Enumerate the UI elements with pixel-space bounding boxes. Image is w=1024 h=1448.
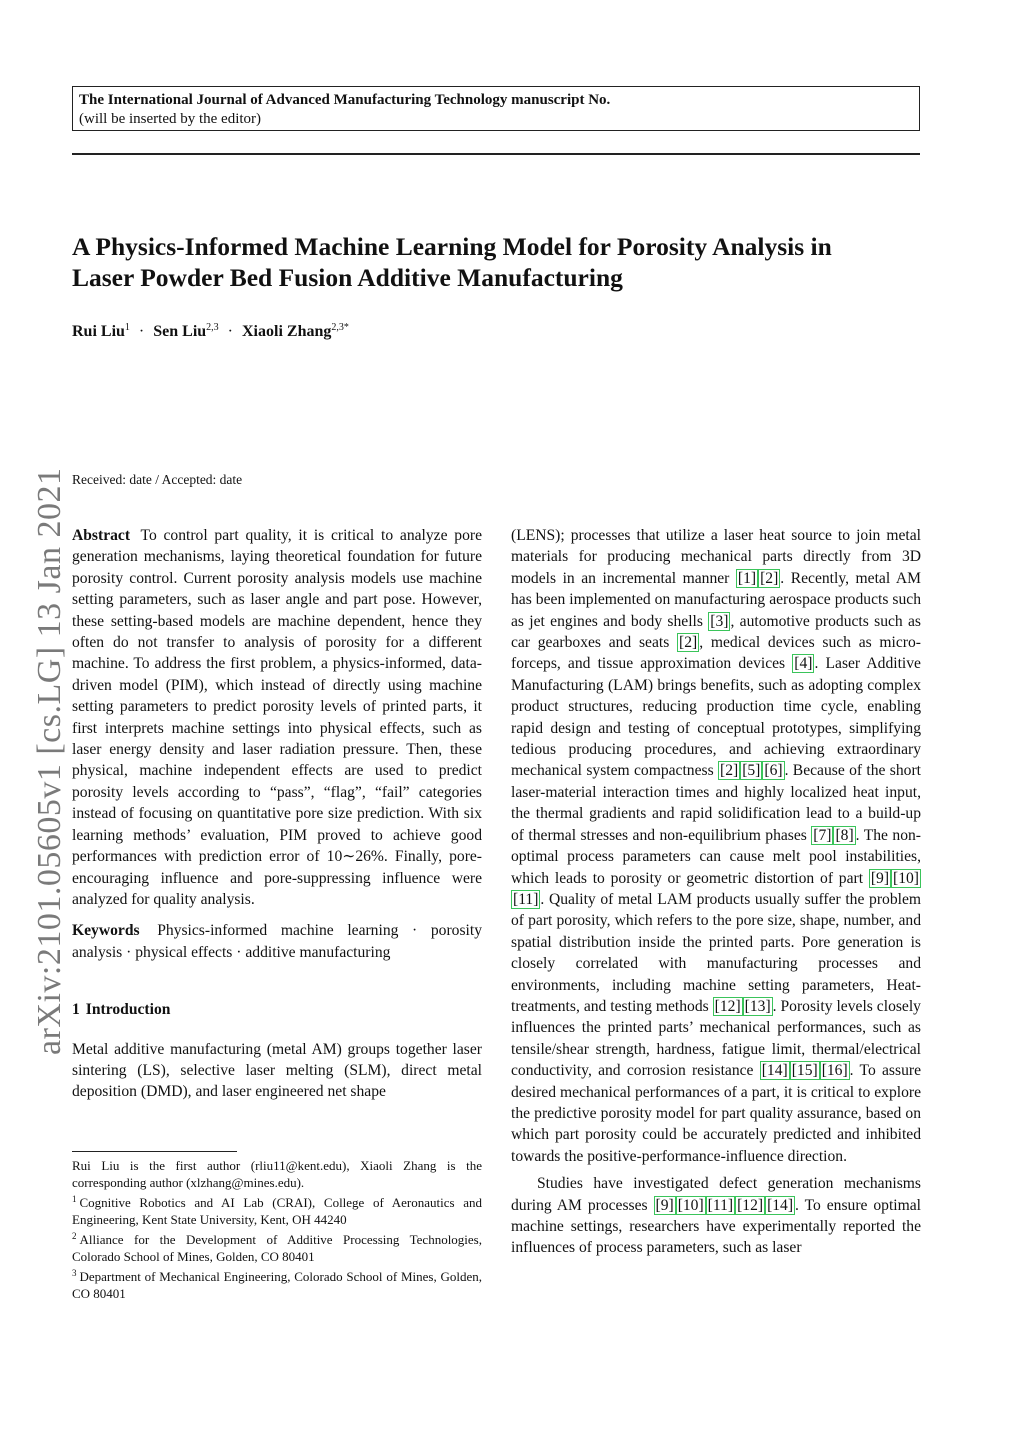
author-separator: · bbox=[138, 323, 145, 340]
citation-link[interactable]: [1] bbox=[737, 569, 757, 587]
author-separator: · bbox=[227, 323, 233, 340]
footnote-affiliation-3: $^3$ Department of Mechanical Engineering, Colorado School of Mines, Golden, CO 80401 bbox=[72, 1268, 482, 1301]
citation-link[interactable]: [9] bbox=[655, 1196, 674, 1214]
keywords-text: Physics-informed machine learning · porosity analysis · physical effects · additive manufacturing bbox=[72, 922, 482, 961]
citation-link[interactable]: [5] bbox=[742, 762, 761, 780]
intro-paragraph-right-2: Studies have investigated defect generation mechanisms during AM processes [9] [10] [11] [12] [14] . To ensure optimal machine settings, researchers have experimentally reported the influences of process parameters, such as laser bbox=[511, 1175, 921, 1257]
received-date: Received: date / Accepted: date bbox=[72, 472, 243, 487]
journal-title: The International Journal of Advanced Manufacturing Technology manuscript No. bbox=[79, 92, 611, 108]
citation-link[interactable]: [9] bbox=[870, 869, 890, 887]
section-number: 1 bbox=[72, 1001, 80, 1019]
citation-link[interactable]: [4] bbox=[794, 655, 813, 673]
footnote-corresponding: Rui Liu is the first author (rliu11@kent.edu), Xiaoli Zhang is the corresponding author (xlzhang@mines.edu). bbox=[72, 1158, 482, 1190]
citation-link[interactable]: [10] bbox=[893, 869, 919, 887]
citation-link[interactable]: [7] bbox=[813, 826, 832, 844]
author-list bbox=[72, 322, 349, 341]
footnotes bbox=[72, 1157, 482, 1302]
citation-link[interactable]: [11] bbox=[513, 890, 539, 908]
journal-subtitle: (will be inserted by the editor) bbox=[79, 111, 262, 127]
footnote-affiliation-2: $^2$ Alliance for the Development of Additive Processing Technologies, Colorado School of Mines, Golden, CO 80401 bbox=[72, 1231, 482, 1264]
citation-link[interactable]: [10] bbox=[677, 1196, 704, 1214]
citation-link[interactable]: [11] bbox=[707, 1196, 734, 1214]
citation-link[interactable]: [15] bbox=[791, 1062, 818, 1080]
citation-link[interactable]: [14] bbox=[767, 1196, 794, 1214]
intro-paragraph-right-1: (LENS); processes that utilize a laser heat source to join metal materials for producing mechanical parts directly from 3D models in an incremental manner [1] [2] . Recently, metal AM has been implemented on manufacturing aerospace products such as jet engines and body shells [3] , automotive products such as car gearboxes and seats [2] , medical devices such as micro-forceps, and tissue approximation devices [4] . Laser Additive Manufacturing (LAM) brings benefits, such as adopting complex product structures, reducing production time cycle, enabling rapid design and testing of conceptual prototypes, simplifying tedious producing procedures, and achieving extraordinary mechanical system compactness [2] [5] [6] . Because of the short laser-material interaction times and highly localized heat input, the thermal gradients and rapid solidification lead to a build-up of thermal stresses and non-equilibrium phases [7] [8] . The non-optimal process parameters can cause melt pool instabilities, which leads to porosity or geometric distortion of part [9] [10][11] . Quality of metal LAM products usually suffer the problem of part porosity, which refers to the pore size, shape, number, and spatial distribution inside the printed parts. Pore generation is closely correlated with manufacturing processes and environments, including machine setting parameters, Heat-treatments, and testing methods [12] [13] . Porosity levels closely influences the printed parts’ mechanical performances, such as tensile/shear strength, hardness, fatigue limit, thermal/electrical conductivity, and corrosion resistance [14] [15] [16] . To assure desired mechanical performances of a part, it is critical to explore the predictive porosity model for part quality assurance, based on which part porosity could be accurately predicted and inhibited towards the positive-performance-influence direction. bbox=[511, 527, 921, 1165]
citation-link[interactable]: [16] bbox=[821, 1062, 848, 1080]
citation-link[interactable]: [6] bbox=[764, 762, 783, 780]
citation-link[interactable]: [12] bbox=[737, 1196, 764, 1214]
journal-header-box bbox=[72, 86, 920, 131]
citation-link[interactable]: [13] bbox=[744, 997, 771, 1015]
left-column bbox=[72, 525, 482, 1103]
abstract-text: To control part quality, it is critical to analyze pore generation mechanisms, laying theoretical foundation for future porosity control. Current porosity analysis models use machine setting parameters, such as laser angle and part pose. However, these setting-based models are machine dependent, hence they often do not transfer to analysis of porosity for a different machine. To address the first problem, a physics-informed, data-driven model (PIM), which instead of directly using machine setting parameters to predict porosity levels of printed parts, it first interprets machine settings into physical effects, such as laser energy density and laser radiation pressure. Then, these physical, machine independent effects are used to predict porosity levels according to “pass”, “flag”, “fail” categories instead of focusing on quantitative pore size prediction. With six learning methods’ evaluation, PIM proved to achieve good performances with prediction error of 10∼26%. Finally, pore-encouraging influence and pore-suppressing influence were analyzed for quality analysis. bbox=[72, 527, 482, 908]
citation-link[interactable]: [2] bbox=[760, 569, 779, 587]
author-affiliation: 2,3 bbox=[206, 322, 219, 333]
citation-link[interactable]: [3] bbox=[710, 612, 729, 630]
author-name: Xiaoli Zhang bbox=[242, 323, 332, 340]
author-name: Sen Liu bbox=[153, 323, 207, 340]
footnote-affiliation-1: $^1$ Cognitive Robotics and AI Lab (CRAI), College of Aeronautics and Engineering, Kent State University, Kent, OH 44240 bbox=[72, 1194, 482, 1227]
intro-paragraph-left: Metal additive manufacturing (metal AM) groups together laser sintering (LS), selective laser melting (SLM), direct metal deposition (DMD), and laser engineered net shape bbox=[72, 1040, 482, 1101]
author-affiliation: 2,3* bbox=[331, 322, 349, 333]
abstract bbox=[72, 525, 482, 910]
citation-link[interactable]: [2] bbox=[720, 762, 739, 780]
keywords-label: Keywords bbox=[72, 922, 140, 940]
citation-link[interactable]: [2] bbox=[679, 634, 698, 652]
author-name: Rui Liu bbox=[72, 323, 125, 340]
right-column bbox=[511, 525, 921, 1259]
citation-link[interactable]: [8] bbox=[835, 826, 854, 844]
section-title: Introduction bbox=[85, 1001, 171, 1019]
paper-title-line-1: A Physics-Informed Machine Learning Model for Porosity Analysis in bbox=[72, 232, 832, 261]
abstract-label: Abstract bbox=[72, 527, 131, 544]
paper-title-line-2: Laser Powder Bed Fusion Additive Manufacturing bbox=[72, 263, 623, 292]
footnote-rule bbox=[72, 1151, 237, 1152]
arxiv-identifier: arXiv:2101.05605v1 [cs.LG] 13 Jan 2021 bbox=[31, 467, 68, 1055]
section-heading-introduction bbox=[72, 999, 482, 1020]
paper-title bbox=[72, 231, 952, 293]
citation-link[interactable]: [14] bbox=[761, 1062, 788, 1080]
citation-link[interactable]: [12] bbox=[714, 997, 741, 1015]
keywords bbox=[72, 920, 482, 963]
header-rule bbox=[72, 153, 920, 155]
author-affiliation: 1 bbox=[124, 322, 130, 333]
